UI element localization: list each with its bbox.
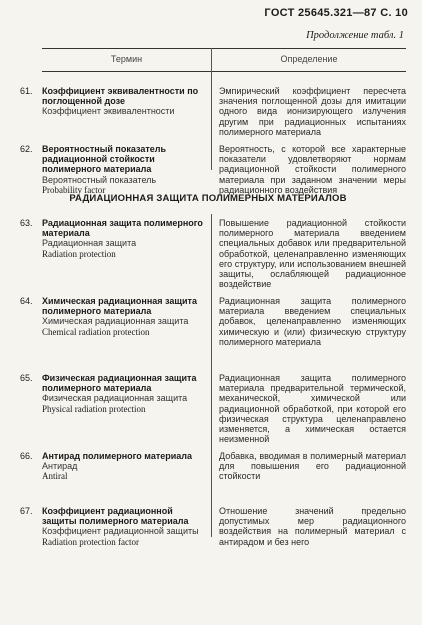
term-cell	[42, 86, 204, 117]
definition-text: Отношение значений предельно допустимых мер радиационного воздействия на полимерный материал с антирадом и без него	[219, 506, 406, 547]
definition-cell	[219, 218, 406, 289]
term-short: Антирад	[42, 461, 78, 472]
terms-table	[20, 48, 406, 617]
definition-text: Вероятность, с которой все характерные показатели удовлетворяют нормам радиационной стойкости полимерного материала при заданном значении меры радиационного воздействия	[219, 144, 406, 195]
term-english: Antiral	[42, 471, 68, 482]
term-cell	[42, 144, 204, 195]
term-short: Химическая радиационная защита	[42, 316, 189, 327]
term-english: Chemical radiation protection	[42, 326, 150, 337]
term-bold: Физическая радиационная защита полимерного материала	[42, 373, 197, 394]
table-top-rule	[42, 48, 406, 49]
term-bold: Антирад полимерного материала	[42, 451, 192, 461]
section-title: РАДИАЦИОННАЯ ЗАЩИТА ПОЛИМЕРНЫХ МАТЕРИАЛОВ	[69, 193, 347, 204]
entry-number: 62.	[20, 144, 33, 154]
entry-number: 67.	[20, 506, 33, 516]
definition-cell	[219, 144, 406, 195]
term-short: Коэффициент радиационной защиты	[42, 526, 199, 537]
term-bold: Коэффициент радиационной защиты полимерного материала	[42, 506, 189, 527]
definition-cell	[219, 86, 406, 137]
term-english: Physical radiation protection	[42, 403, 146, 414]
entry-number: 63.	[20, 218, 33, 228]
term-bold: Химическая радиационная защита полимерного материала	[42, 296, 197, 317]
term-cell	[42, 218, 204, 259]
table-header-rule	[42, 71, 406, 72]
definition-text: Радиационная защита полимерного материала введением специальных добавок, целенаправленно изменяющих химическую и (или) физическую структуру полимерного материала	[219, 296, 406, 347]
column-divider	[211, 48, 212, 170]
entry-number: 61.	[20, 86, 33, 96]
definition-cell	[219, 506, 406, 547]
definition-text: Повышение радиационной стойкости полимерного материала введением специальных добавок или предварительной обработкой, целенаправленно изменяющих его структуру, или использованием внешней защиты, ослабляющей радиационное воздействие	[219, 218, 406, 290]
definition-text: Эмпирический коэффициент пересчета значения поглощенной дозы для имитации одного вида ионизирующего излучения другим при радиационных испытаниях полимерного материала	[219, 86, 406, 137]
term-cell	[42, 506, 204, 547]
definition-cell	[219, 373, 406, 444]
term-cell	[42, 373, 204, 414]
page-header: ГОСТ 25645.321—87 С. 10	[264, 7, 408, 19]
term-english: Radiation protection factor	[42, 536, 139, 547]
term-short: Физическая радиационная защита	[42, 393, 188, 404]
entry-number: 64.	[20, 296, 33, 306]
term-bold: Вероятностный показатель радиационной стойкости полимерного материала	[42, 144, 167, 175]
definition-text: Добавка, вводимая в полимерный материал для повышения его радиационной стойкости	[219, 451, 406, 482]
term-short: Коэффициент эквивалентности	[42, 106, 175, 117]
table-continuation-label: Продолжение табл. 1	[306, 30, 404, 41]
column-header-definition: Определение	[280, 54, 338, 64]
term-short: Вероятностный показатель	[42, 174, 157, 185]
term-cell	[42, 296, 204, 337]
term-bold: Коэффициент эквивалентности по поглощенной дозе	[42, 86, 199, 107]
column-header-term: Термин	[110, 54, 143, 64]
definition-cell	[219, 296, 406, 347]
definition-text: Радиационная защита полимерного материала предварительной термической, механической, химической или радиационной обработкой, при которой его физическая структура целенаправлено изменяется, а химическая остается неизменной	[219, 373, 406, 445]
term-short: Радиационная защита	[42, 238, 137, 249]
term-bold: Радиационная защита полимерного материала	[42, 218, 203, 239]
term-english: Radiation protection	[42, 248, 116, 259]
term-english: Probability factor	[42, 184, 106, 195]
definition-cell	[219, 451, 406, 482]
entry-number: 66.	[20, 451, 33, 461]
term-cell	[42, 451, 204, 482]
column-divider	[211, 214, 212, 537]
entry-number: 65.	[20, 373, 33, 383]
